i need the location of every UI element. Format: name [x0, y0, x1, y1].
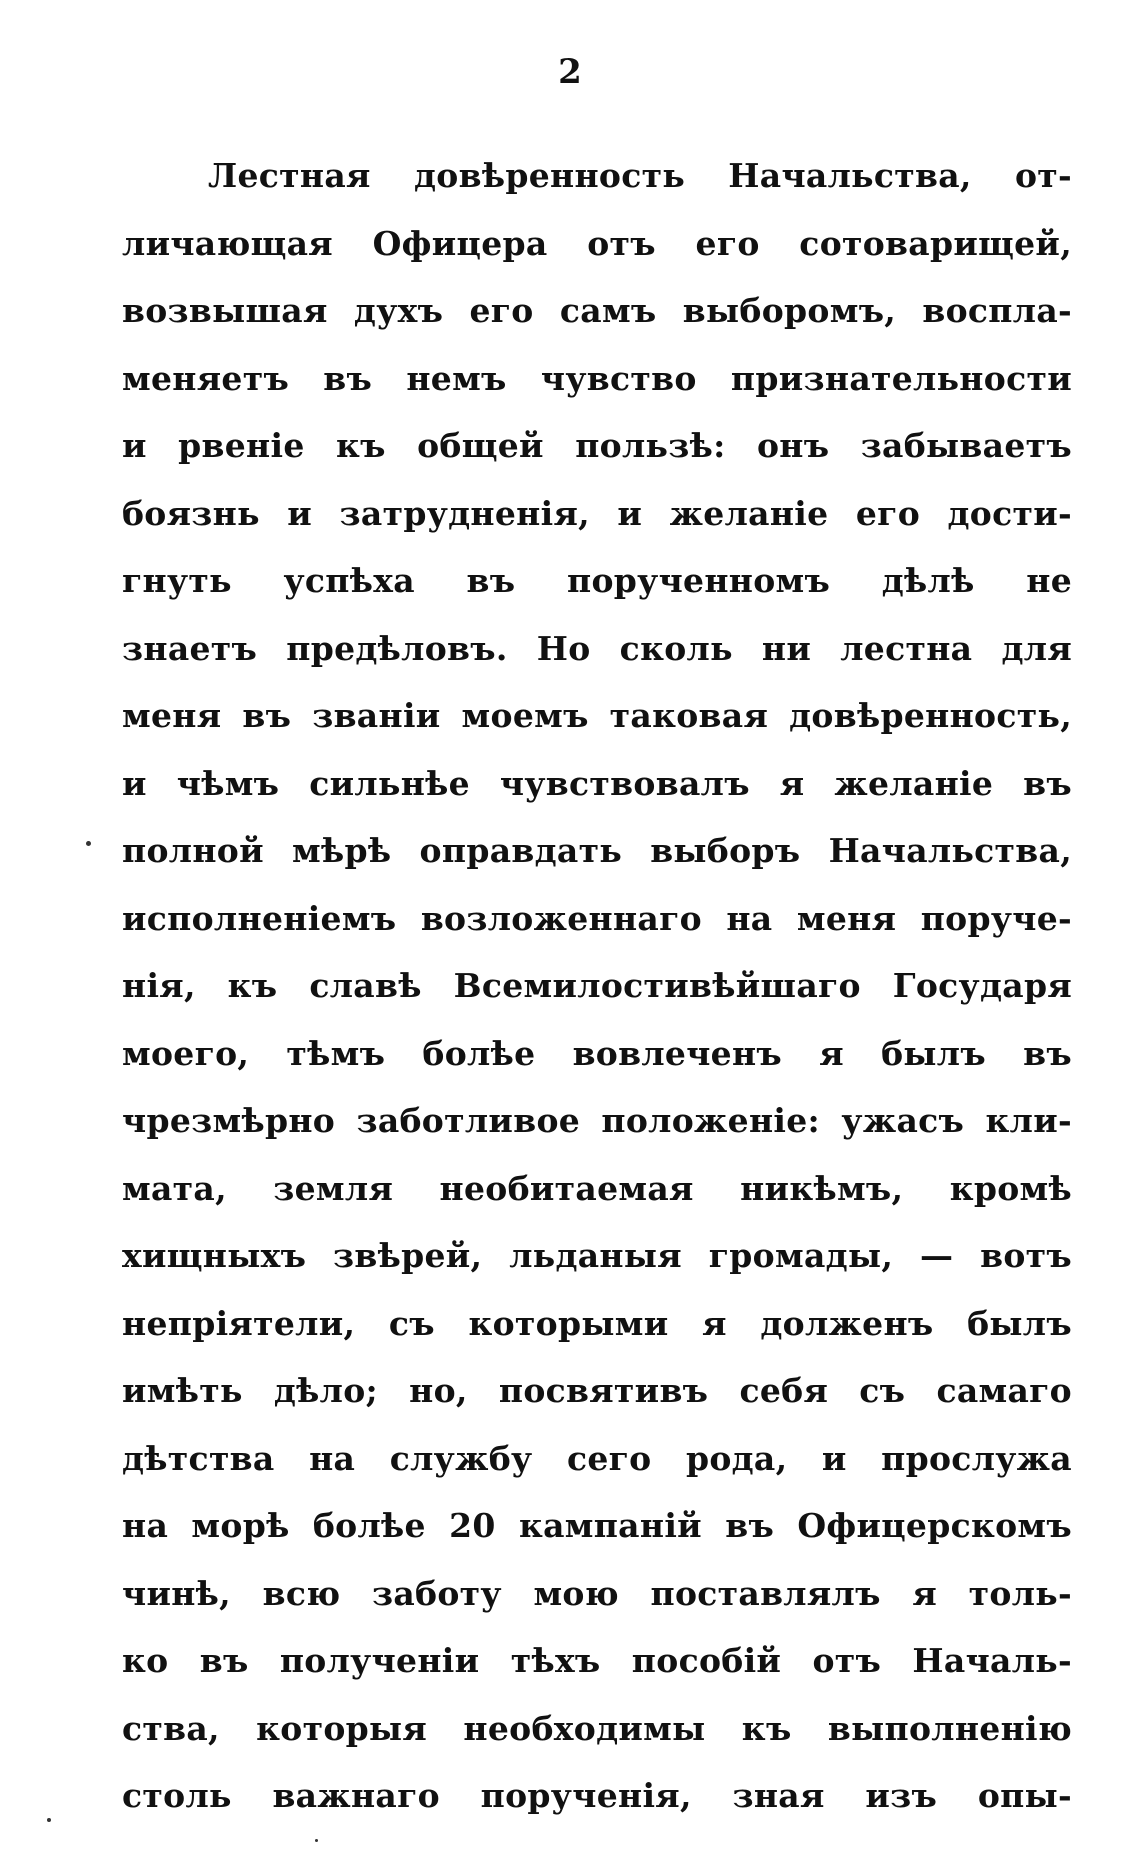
text-line: дѣтства на службу сего рода, и прослужа: [122, 1438, 1072, 1478]
text-line: чрезмѣрно заботливое положеніе: ужасъ кли-: [122, 1101, 1072, 1140]
text-line: мата, земля необитаемая никѣмъ, кромѣ: [122, 1168, 1072, 1208]
text-line: имѣть дѣло; но, посвятивъ себя съ самаго: [122, 1371, 1072, 1410]
text-line: возвышая духъ его самъ выборомъ, воспла-: [122, 291, 1072, 330]
print-speck: [47, 1818, 51, 1822]
text-line: полной мѣрѣ оправдать выборъ Начальства,: [122, 831, 1072, 870]
text-line: нія, къ славѣ Всемилостивѣйшаго Государя: [122, 966, 1072, 1005]
text-line: гнуть успѣха въ порученномъ дѣлѣ не: [122, 561, 1072, 600]
text-line: столь важнаго порученія, зная изъ опы-: [122, 1776, 1072, 1815]
text-line: моего, тѣмъ болѣе вовлеченъ я былъ въ: [122, 1033, 1072, 1073]
text-line: на морѣ болѣе 20 кампаній въ Офицерскомъ: [122, 1506, 1072, 1545]
text-line: исполненіемъ возложеннаго на меня поруче-: [122, 898, 1072, 938]
text-line: меняетъ въ немъ чувство признательности: [122, 358, 1072, 398]
text-line: непріятели, съ которыми я долженъ былъ: [122, 1303, 1072, 1343]
text-line: хищныхъ звѣрей, льданыя громады, — вотъ: [122, 1236, 1072, 1275]
text-line: личающая Офицера отъ его сотоварищей,: [122, 223, 1072, 263]
text-line: знаетъ предѣловъ. Но сколь ни лестна для: [122, 628, 1072, 668]
text-line: чинѣ, всю заботу мою поставлялъ я толь-: [122, 1573, 1072, 1613]
text-line: и чѣмъ сильнѣе чувствовалъ я желаніе въ: [122, 763, 1072, 803]
print-speck: [315, 1839, 318, 1842]
text-line: ко въ полученіи тѣхъ пособій отъ Началь-: [122, 1641, 1072, 1680]
print-speck: [86, 841, 91, 846]
text-line: боязнь и затрудненія, и желаніе его дости-: [122, 493, 1072, 533]
text-line: и рвеніе къ общей пользѣ: онъ забываетъ: [122, 426, 1072, 465]
text-line: Лестная довѣренность Начальства, от-: [208, 156, 1072, 195]
body-text: [122, 142, 1072, 1830]
text-line: ства, которыя необходимы къ выполненію: [122, 1708, 1072, 1748]
page-number: 2: [558, 52, 582, 92]
text-line: меня въ званіи моемъ таковая довѣренность,: [122, 696, 1072, 735]
